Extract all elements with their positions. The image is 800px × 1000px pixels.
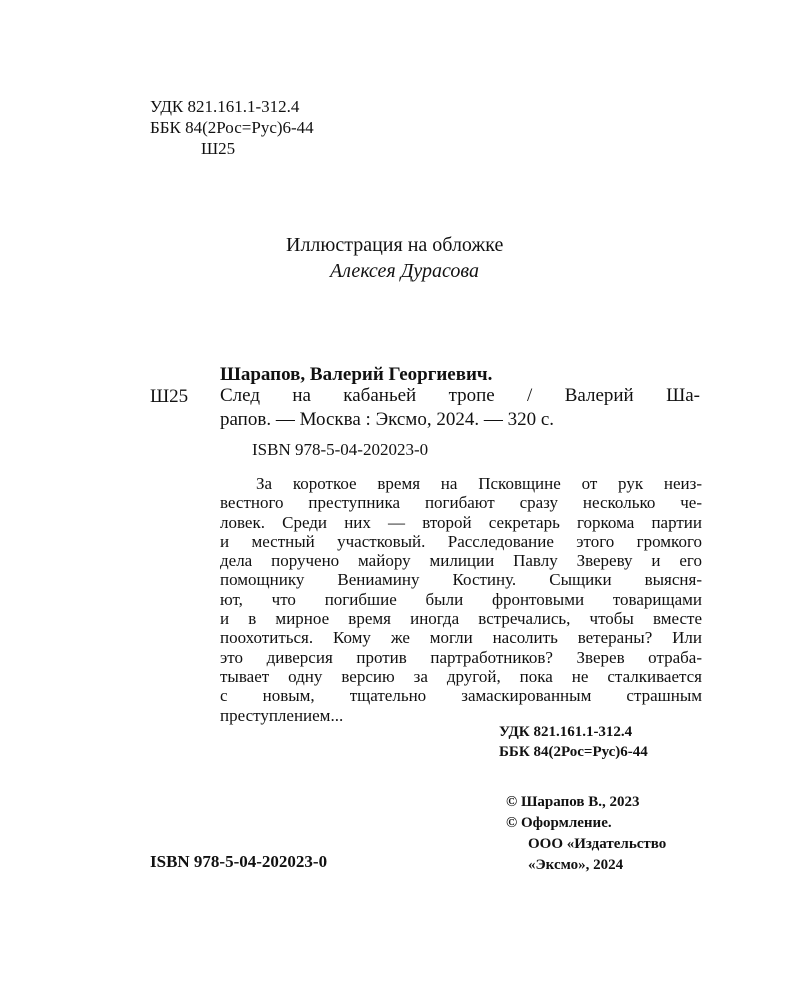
annotation-line: ют, что погибшие были фронтовыми товарищами — [220, 589, 702, 609]
bottom-classification-codes — [499, 722, 648, 762]
bibliography-line: След на кабаньей тропе / Валерий Ша- — [220, 385, 700, 406]
udk-code: УДК 821.161.1-312.4 — [150, 97, 300, 116]
annotation-line: с новым, тщательно замаскированным страшным — [220, 686, 702, 706]
annotation — [220, 474, 702, 725]
udk-code-bottom: УДК 821.161.1-312.4 — [499, 724, 633, 740]
bibliography-cipher: Ш25 — [150, 386, 189, 407]
illustration-credit — [286, 232, 503, 284]
bbk-code-bottom: ББК 84(2Рос=Рус)6-44 — [499, 744, 648, 760]
annotation-line: ловек. Среди них — второй секретарь горкома партии — [220, 512, 702, 532]
author-cipher: Ш25 — [201, 139, 236, 158]
copyright-publisher: ООО «Издательство — [528, 836, 667, 852]
annotation-line: тывает одну версию за другой, пока не сталкивается — [220, 666, 702, 686]
annotation-line: и местный участковый. Расследование этого громкого — [220, 531, 702, 551]
isbn-inline: ISBN 978-5-04-202023-0 — [252, 440, 429, 459]
illustrator-name: Алексея Дурасова — [330, 260, 479, 282]
top-classification-codes — [150, 96, 314, 159]
annotation-line: и в мирное время иногда встречались, чтобы вместе — [220, 609, 702, 629]
annotation-line: За короткое время на Псковщине от рук неиз- — [256, 474, 702, 493]
copyright-publisher-year: «Эксмо», 2024 — [528, 857, 624, 873]
bbk-code: ББК 84(2Рос=Рус)6-44 — [150, 118, 314, 137]
illustration-label: Иллюстрация на обложке — [286, 234, 504, 256]
author-heading: Шарапов, Валерий Георгиевич. — [220, 364, 493, 385]
annotation-line: преступлением... — [220, 705, 344, 725]
bibliographic-description — [220, 384, 700, 432]
annotation-line: вестного преступника погибают сразу несколько че- — [220, 493, 702, 513]
annotation-line: поохотиться. Кому же могли насолить ветераны? Или — [220, 628, 702, 648]
copyright-block — [506, 792, 666, 876]
annotation-line: помощнику Вениамину Костину. Сыщики выясня- — [220, 570, 702, 590]
bibliography-line: рапов. — Москва : Эксмо, 2024. — 320 с. — [220, 409, 555, 430]
copyright-author: © Шарапов В., 2023 — [506, 794, 640, 810]
annotation-line: это диверсия против партработников? Зверев отраба- — [220, 647, 702, 667]
copyright-design: © Оформление. — [506, 815, 612, 831]
annotation-line: дела поручено майору милиции Павлу Звереву и его — [220, 551, 702, 571]
isbn-bottom: ISBN 978-5-04-202023-0 — [150, 852, 328, 871]
